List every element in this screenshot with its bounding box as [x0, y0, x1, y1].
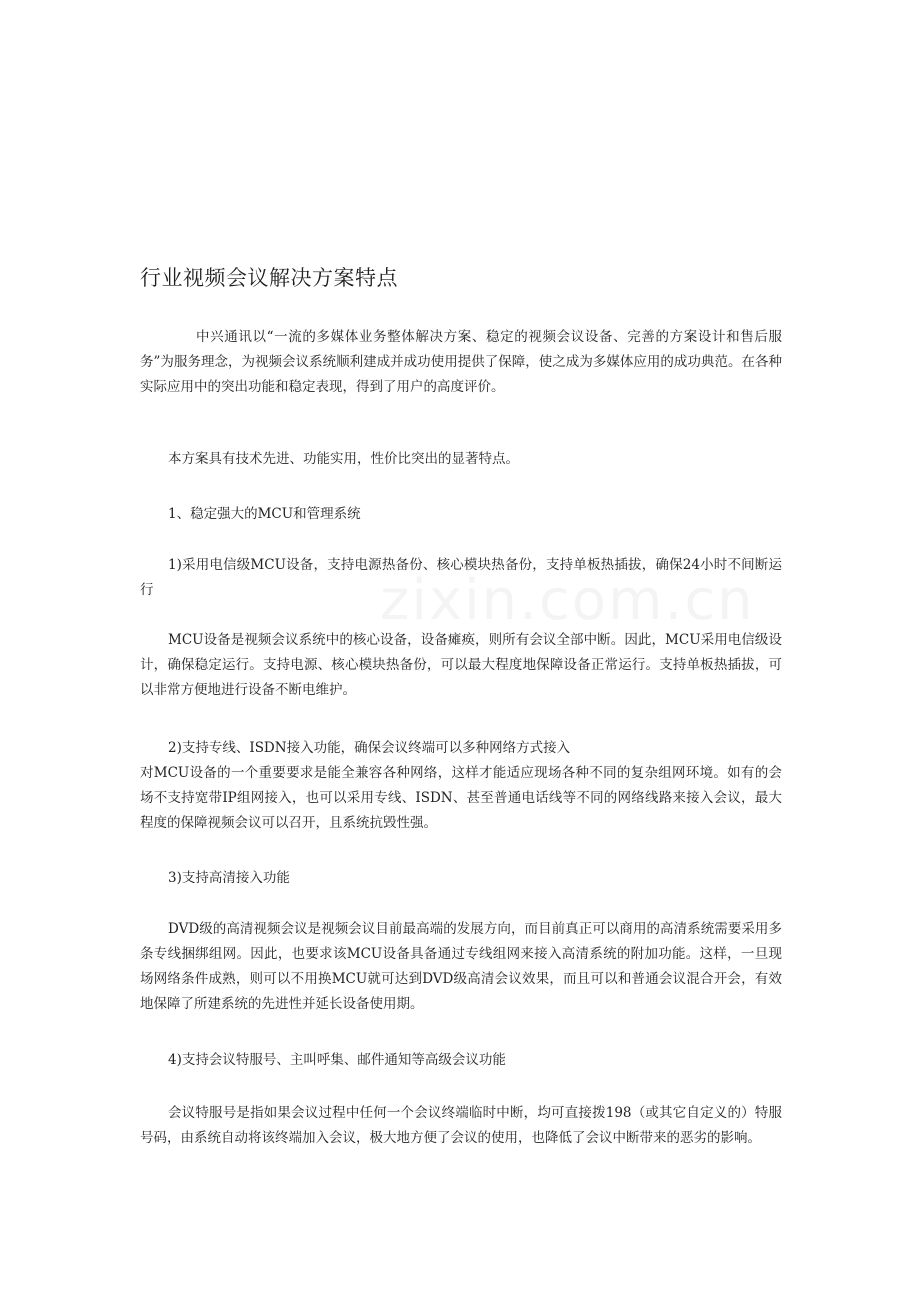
body-paragraph-4: 会议特服号是指如果会议过程中任何一个会议终端临时中断，均可直接拨198（或其它自定义的）特服号码，由系统自动将该终端加入会议，极大地方便了会议的使用，也降低了会议中断带来的恶劣的影响。: [140, 1105, 782, 1146]
section-heading-1: 1、稳定强大的MCU和管理系统: [168, 506, 361, 522]
intro-paragraph: 中兴通讯以“一流的多媒体业务整体解决方案、稳定的视频会议设备、完善的方案设计和售后服务”为服务理念，为视频会议系统顺利建成并成功使用提供了保障，使之成为多媒体应用的成功典范。在各种实际应用中的突出功能和稳定表现，得到了用户的高度评价。: [140, 329, 782, 395]
body-paragraph-1: MCU设备是视频会议系统中的核心设备，设备瘫痪，则所有会议全部中断。因此，MCU采用电信级设计，确保稳定运行。支持电源、核心模块热备份，可以最大程度地保障设备正常运行。支持单板热插拔，可以非常方便地进行设备不断电维护。: [140, 632, 782, 698]
subheading-3: 3)支持高清接入功能: [168, 870, 290, 886]
body-paragraph-3: DVD级的高清视频会议是视频会议目前最高端的发展方向，而目前真正可以商用的高清系统需要采用多条专线捆绑组网。因此，也要求该MCU设备具备通过专线组网来接入高清系统的附加功能。这样，一旦现场网络条件成熟，则可以不用换MCU就可达到DVD级高清会议效果，而且可以和普通会议混合开会，有效地保障了所建系统的先进性并延长设备使用期。: [140, 921, 782, 1012]
subheading-4: 4)支持会议特服号、主叫呼集、邮件通知等高级会议功能: [168, 1052, 506, 1068]
summary-paragraph: 本方案具有技术先进、功能实用，性价比突出的显著特点。: [168, 451, 519, 467]
subheading-1: 1)采用电信级MCU设备，支持电源热备份、核心模块热备份，支持单板热插拔，确保24小时不间断运行: [140, 557, 782, 598]
body-paragraph-2: 对MCU设备的一个重要要求是能全兼容各种网络，这样才能适应现场各种不同的复杂组网环境。如有的会场不支持宽带IP组网接入，也可以采用专线、ISDN、甚至普通电话线等不同的网络线路来接入会议，最大程度的保障视频会议可以召开，且系统抗毁性强。: [140, 765, 782, 831]
document-title: 行业视频会议解决方案特点: [140, 266, 398, 290]
subheading-2: 2)支持专线、ISDN接入功能，确保会议终端可以多种网络方式接入: [168, 740, 571, 756]
